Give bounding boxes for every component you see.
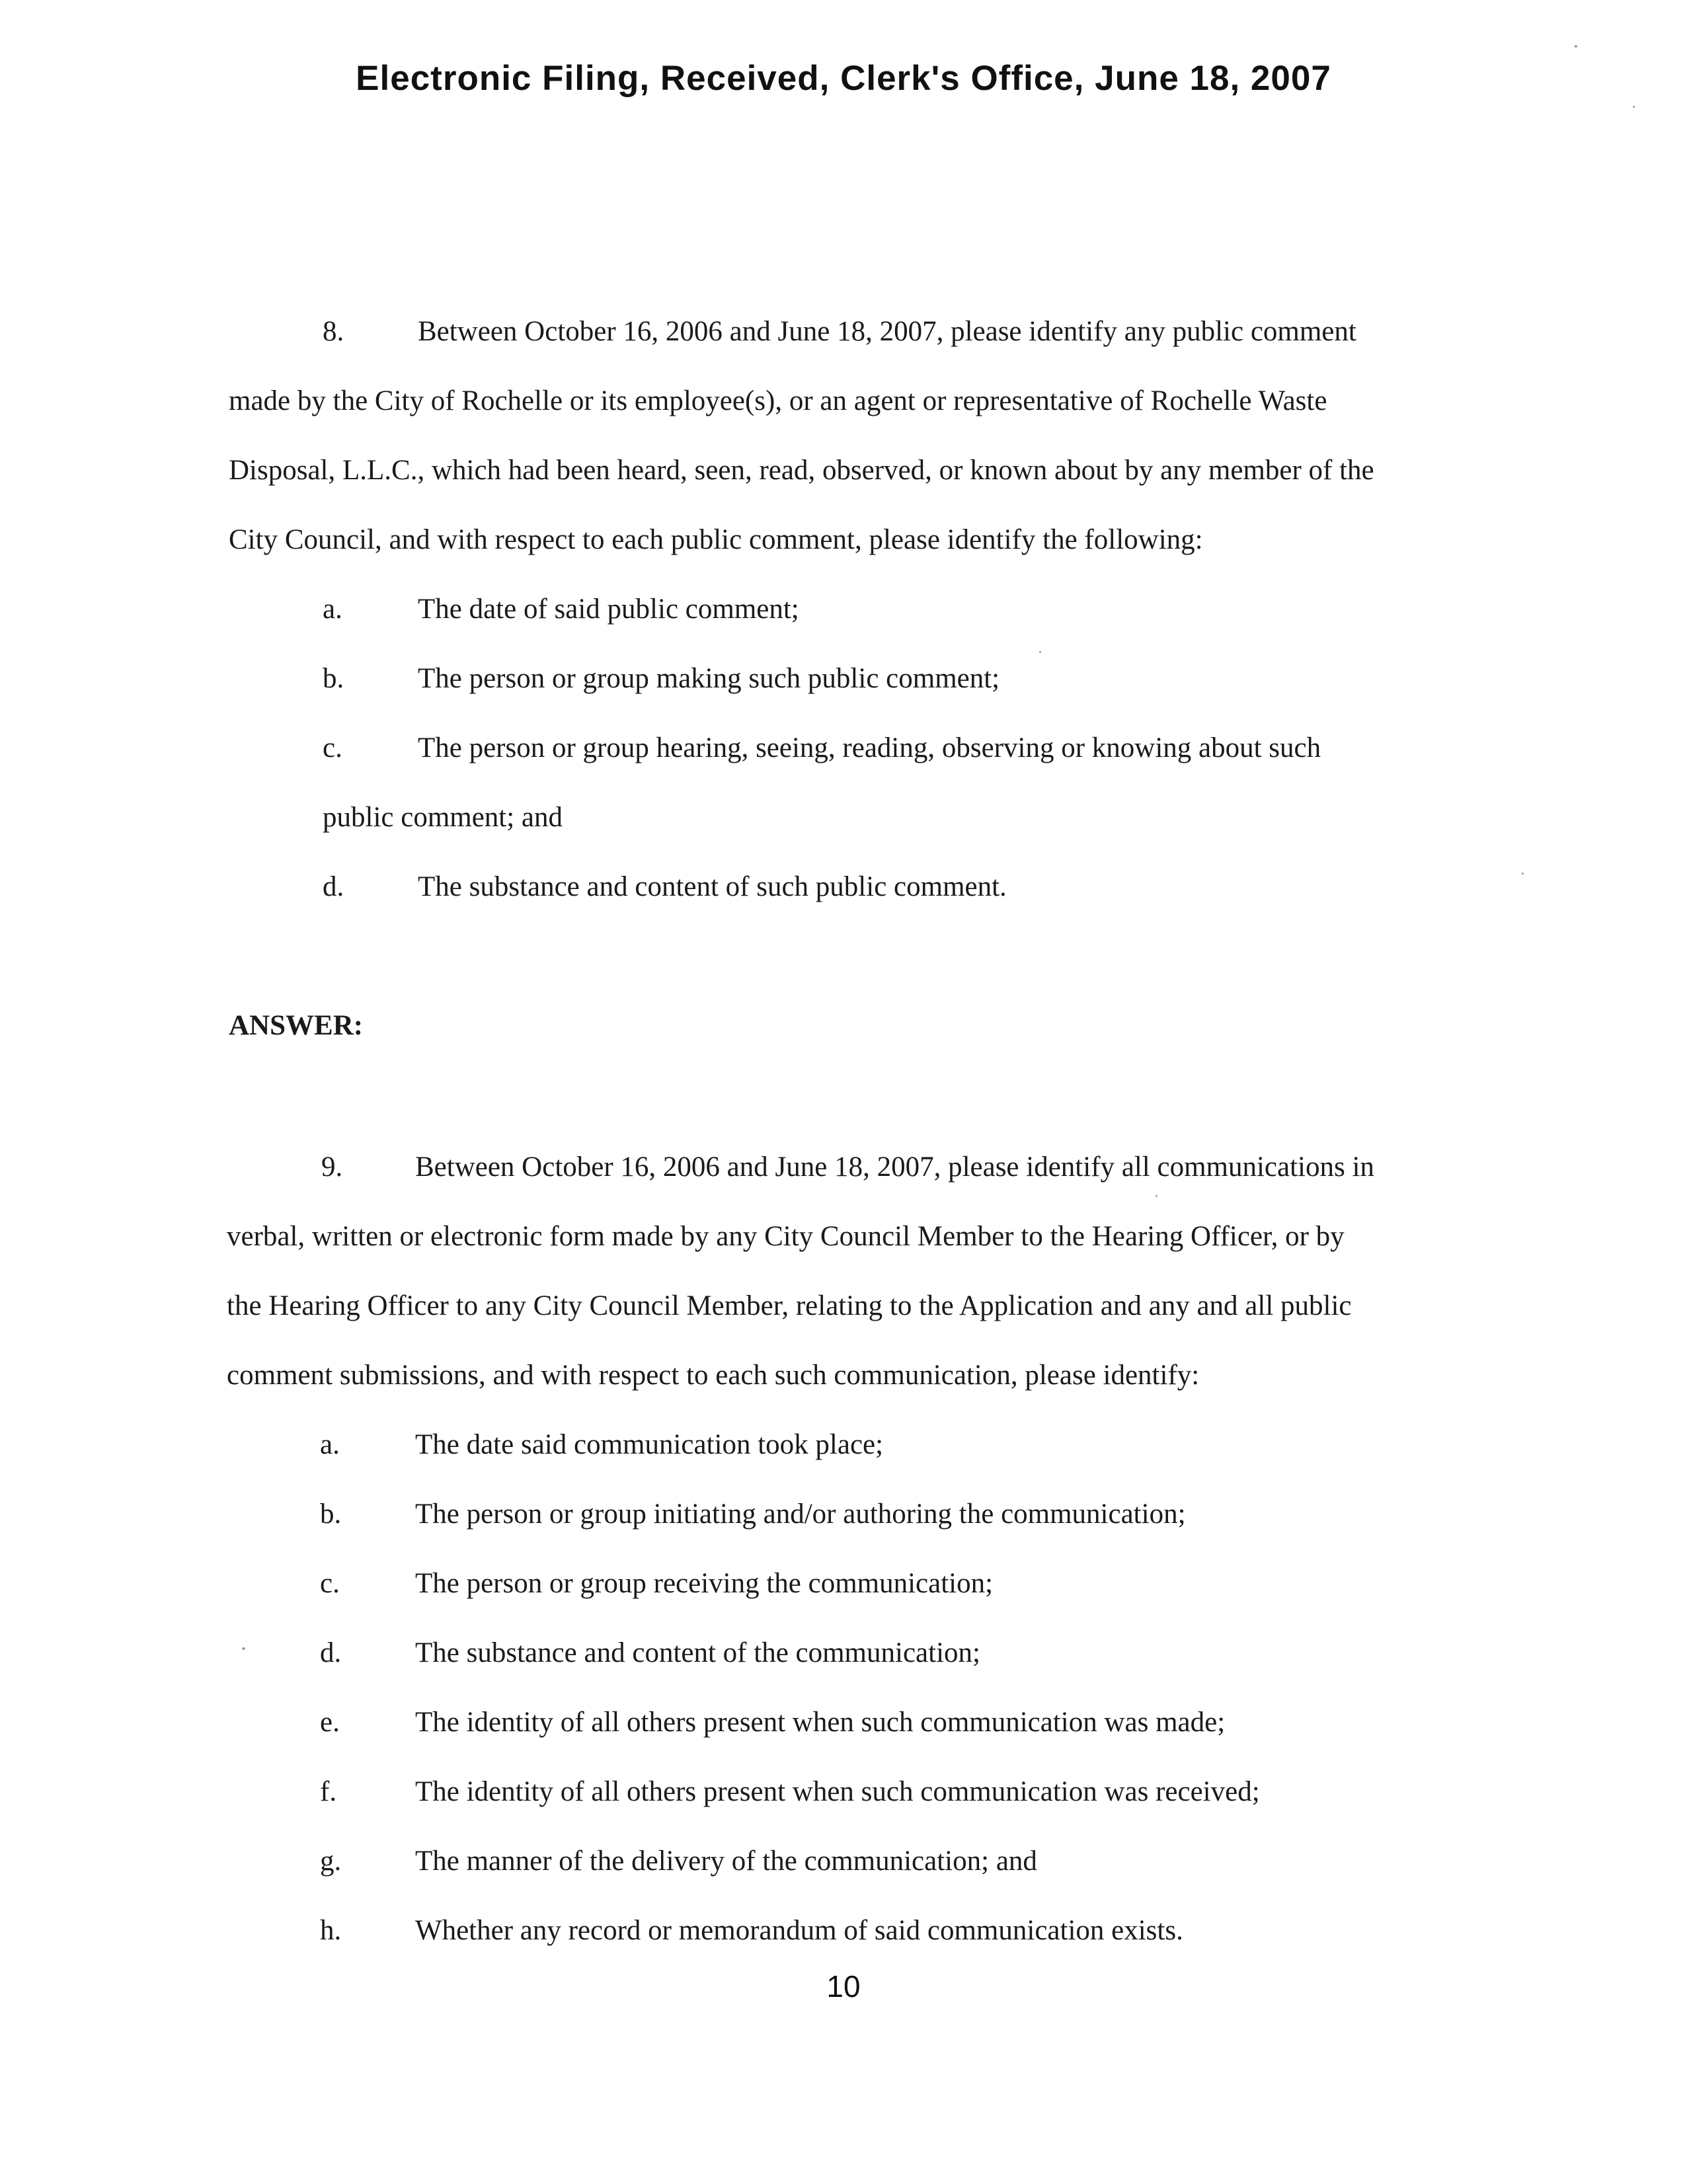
question-text-line: the Hearing Officer to any City Council Member, relating to the Application and any and all public (227, 1290, 1352, 1321)
list-item-text: The person or group initiating and/or authoring the communication; (415, 1499, 1186, 1530)
answer-label: ANSWER: (229, 1010, 364, 1041)
list-item-letter: a. (320, 1429, 340, 1460)
question-text-line: Between October 16, 2006 and June 18, 2007, please identify all communications in (415, 1151, 1374, 1183)
list-item-text: The date of said public comment; (418, 594, 799, 625)
question-text-line: made by the City of Rochelle or its employee(s), or an agent or representative of Rochelle Waste (229, 385, 1327, 416)
question-text-line: City Council, and with respect to each public comment, please identify the following: (229, 524, 1203, 555)
list-item-text: The person or group hearing, seeing, reading, observing or knowing about such (418, 732, 1321, 763)
question-text-line: verbal, written or electronic form made by any City Council Member to the Hearing Officer, or by (227, 1221, 1345, 1252)
scan-speck (1156, 1195, 1157, 1197)
list-item-text: The identity of all others present when such communication was made; (415, 1707, 1226, 1738)
list-item-continuation: public comment; and (323, 802, 563, 833)
list-item-text: The person or group receiving the communication; (415, 1568, 994, 1599)
question-number: 9. (321, 1151, 343, 1183)
list-item-text: Whether any record or memorandum of said communication exists. (415, 1915, 1183, 1946)
list-item-letter: b. (320, 1499, 342, 1530)
list-item-letter: c. (320, 1568, 340, 1599)
list-item-text: The date said communication took place; (415, 1429, 884, 1460)
question-number: 8. (323, 316, 344, 347)
filing-stamp: Electronic Filing, Received, Clerk's Office, June 18, 2007 (356, 59, 1331, 98)
list-item-letter: a. (323, 594, 342, 625)
scan-speck (242, 1647, 245, 1650)
list-item-letter: g. (320, 1846, 342, 1877)
list-item-text: The identity of all others present when such communication was received; (415, 1776, 1260, 1807)
list-item-letter: b. (323, 663, 344, 694)
list-item-letter: f. (320, 1776, 337, 1807)
scan-speck (1633, 106, 1635, 108)
list-item-text: The manner of the delivery of the communication; and (415, 1846, 1037, 1877)
list-item-letter: d. (323, 871, 344, 902)
scan-speck (1039, 651, 1041, 653)
list-item-letter: c. (323, 732, 342, 763)
scan-speck (1575, 45, 1577, 48)
list-item-text: The substance and content of the communication; (415, 1637, 980, 1668)
list-item-letter: d. (320, 1637, 342, 1668)
scan-speck (1522, 873, 1524, 875)
question-text-line: comment submissions, and with respect to each such communication, please identify: (227, 1360, 1200, 1391)
question-text-line: Disposal, L.L.C., which had been heard, seen, read, observed, or known about by any member of the (229, 455, 1374, 486)
list-item-letter: e. (320, 1707, 340, 1738)
question-text-line: Between October 16, 2006 and June 18, 2007, please identify any public comment (418, 316, 1356, 347)
list-item-text: The person or group making such public comment; (418, 663, 1000, 694)
list-item-text: The substance and content of such public comment. (418, 871, 1007, 902)
list-item-letter: h. (320, 1915, 342, 1946)
page-number: 10 (826, 1969, 861, 2004)
